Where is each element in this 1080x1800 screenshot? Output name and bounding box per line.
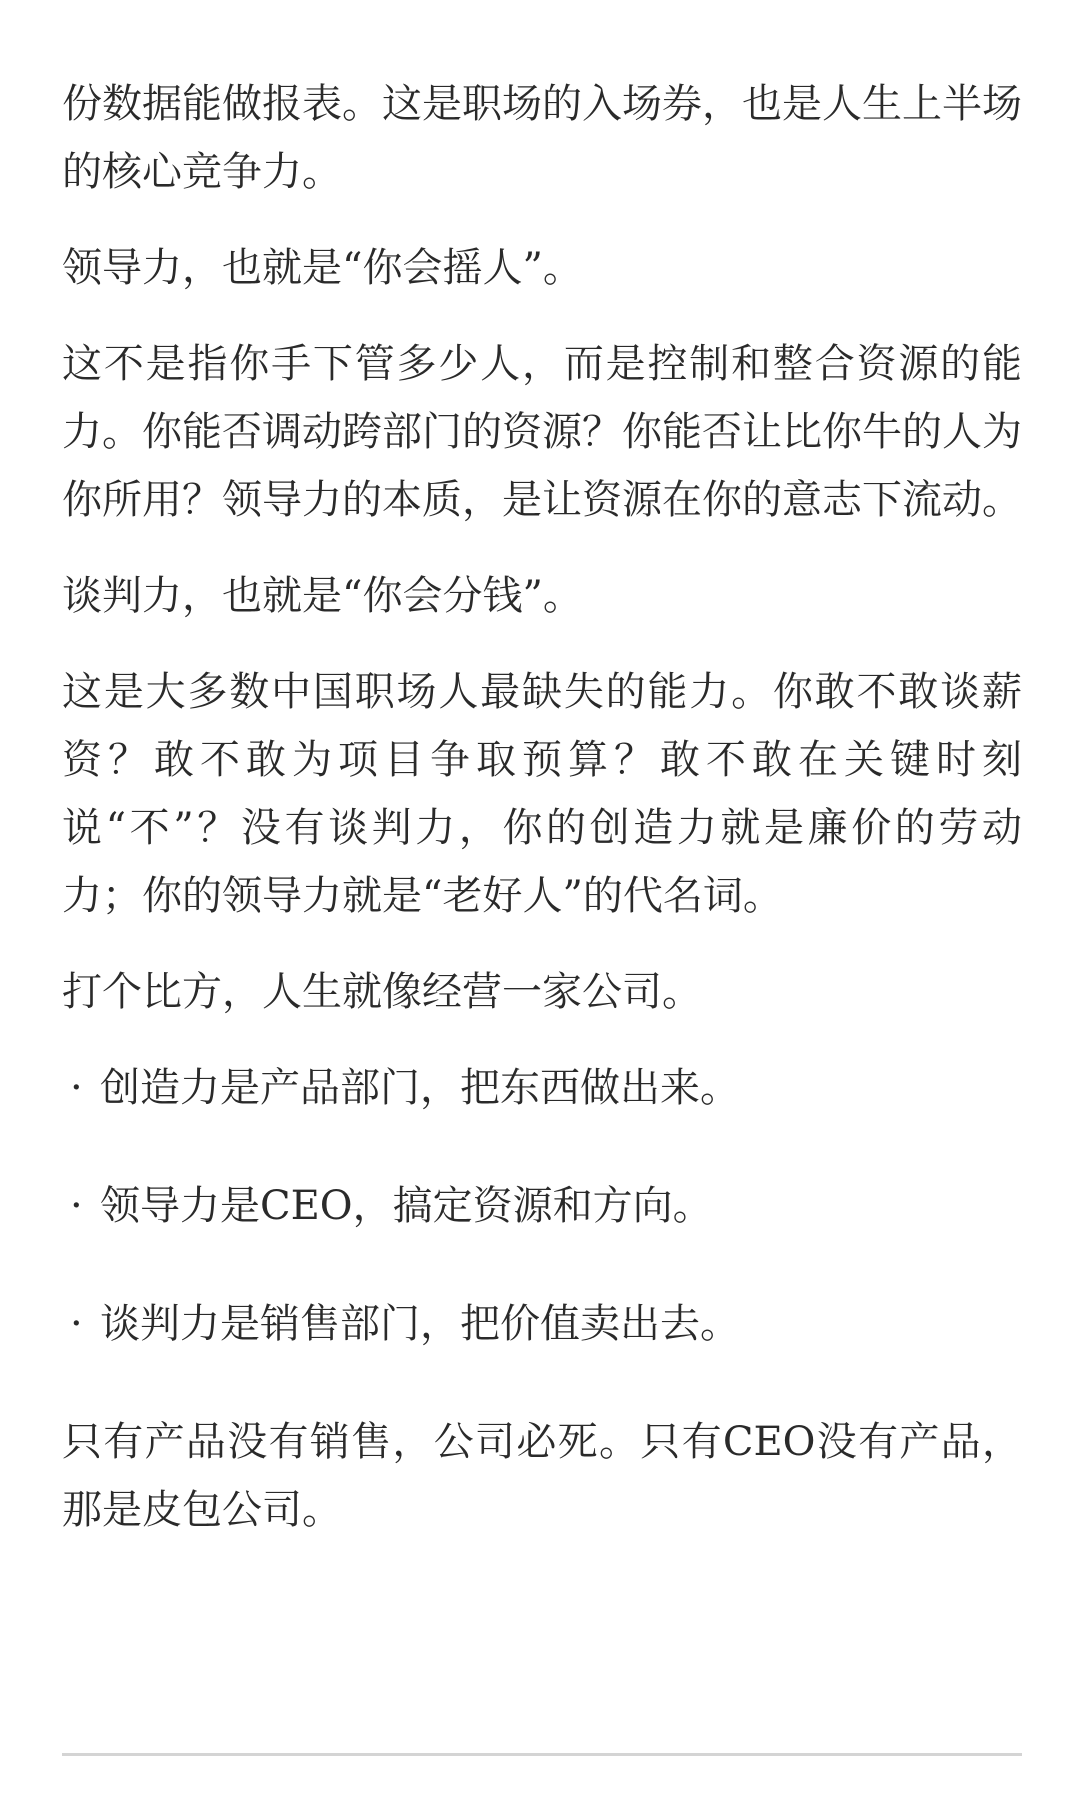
bullet-marker: ·	[70, 1065, 83, 1111]
list-item-text: 谈判力是销售部门，把价值卖出去。	[100, 1301, 740, 1347]
bullet-marker: ·	[70, 1301, 83, 1347]
closing-paragraph: 只有产品没有销售，公司必死。只有CEO没有产品，那是皮包公司。	[62, 1419, 1022, 1533]
section-divider	[62, 1753, 1022, 1756]
paragraph: 份数据能做报表。这是职场的入场券，也是人生上半场的核心竞争力。	[62, 81, 1022, 195]
list-item	[62, 1172, 1022, 1240]
paragraph: 这不是指你手下管多少人，而是控制和整合资源的能力。你能否调动跨部门的资源？你能否让比你牛的人为你所用？领导力的本质，是让资源在你的意志下流动。	[62, 341, 1022, 523]
list-item-text: 创造力是产品部门，把东西做出来。	[100, 1065, 740, 1111]
paragraph: 打个比方，人生就像经营一家公司。	[62, 969, 702, 1015]
list-item	[62, 1290, 1022, 1358]
article-body	[62, 70, 1022, 1572]
paragraph: 领导力，也就是“你会摇人”。	[62, 245, 583, 291]
list-item	[62, 1054, 1022, 1122]
paragraph: 谈判力，也就是“你会分钱”。	[62, 573, 583, 619]
list-item-text: 领导力是CEO，搞定资源和方向。	[100, 1183, 713, 1229]
bullet-marker: ·	[70, 1183, 83, 1229]
paragraph: 这是大多数中国职场人最缺失的能力。你敢不敢谈薪资？敢不敢为项目争取预算？敢不敢在关键时刻说“不”？没有谈判力，你的创造力就是廉价的劳动力；你的领导力就是“老好人”的代名词。	[62, 669, 1022, 919]
